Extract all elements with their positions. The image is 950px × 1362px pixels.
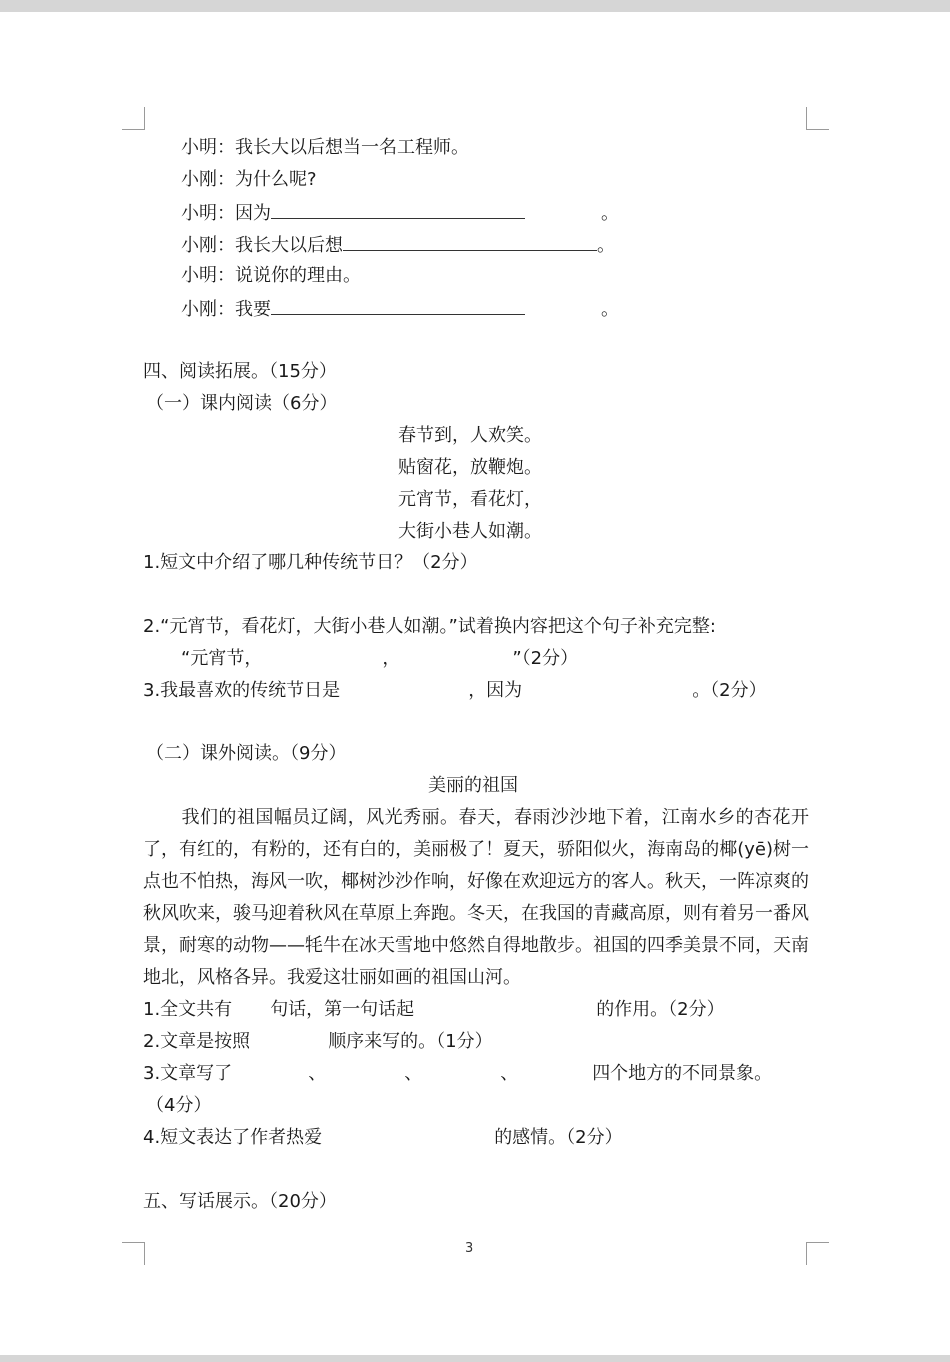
part1-title: （一）课内阅读（6分） (146, 393, 338, 414)
page-number: 3 (465, 1241, 474, 1256)
part2-question-1 (143, 998, 725, 1022)
dialogue-speaker: 小明： (181, 203, 235, 224)
dialogue-text: 我长大以后想 (235, 235, 343, 256)
q2-comma: ， (382, 648, 401, 669)
dialogue-line (181, 200, 619, 226)
part1-question-2: 2.“元宵节，看花灯，大街小巷人如潮。”试着换内容把这个句子补充完整: (143, 616, 716, 637)
dialogue-speaker: 小刚： (181, 235, 235, 256)
poem-line: 元宵节，看花灯， (398, 489, 542, 510)
passage-body (143, 802, 809, 994)
crop-mark-bottom-right (806, 1242, 829, 1265)
crop-mark-top-right (806, 107, 829, 130)
q-text: 2.文章是按照 (143, 1031, 251, 1052)
dialogue-speaker: 小刚： (181, 299, 235, 320)
answer-blank[interactable] (271, 296, 525, 315)
q-text: 1.全文共有 (143, 999, 233, 1020)
dialogue-end: 。 (601, 299, 619, 320)
q3-text: 3.我最喜欢的传统节日是 (143, 680, 341, 701)
part2-question-2 (143, 1030, 493, 1054)
q-text: 的感情。（2分） (494, 1127, 623, 1148)
dialogue-line (181, 168, 317, 192)
dialogue-text: 说说你的理由。 (235, 265, 361, 286)
dialogue-text: 因为 (235, 203, 271, 224)
dialogue-speaker: 小刚： (181, 169, 235, 190)
dialogue-line (181, 296, 619, 322)
part1-question-3 (143, 679, 767, 703)
dialogue-speaker: 小明： (181, 137, 235, 158)
q-sep: 、 (500, 1063, 519, 1084)
part1-question-1: 1.短文中介绍了哪几种传统节日？（2分） (143, 552, 478, 573)
part2-title: （二）课外阅读。（9分） (146, 743, 347, 764)
dialogue-line (181, 136, 469, 160)
q2-start: “元宵节， (181, 648, 263, 669)
poem-line: 贴窗花，放鞭炮。 (398, 457, 542, 478)
q-sep: 、 (404, 1063, 423, 1084)
poem-line: 大街小巷人如潮。 (398, 521, 542, 542)
q-text: 的作用。（2分） (596, 999, 725, 1020)
crop-mark-top-left (122, 107, 145, 130)
dialogue-speaker: 小明： (181, 265, 235, 286)
q-text: 顺序来写的。（1分） (328, 1031, 493, 1052)
q-text: 4.短文表达了作者热爱 (143, 1127, 323, 1148)
q3-text: ，因为 (468, 680, 523, 701)
q-text: 3.文章写了 (143, 1063, 233, 1084)
answer-blank[interactable] (271, 200, 525, 219)
part2-question-3 (143, 1062, 772, 1086)
q-text: 四个地方的不同景象。 (592, 1063, 773, 1084)
dialogue-line (181, 232, 615, 258)
dialogue-text: 我长大以后想当一名工程师。 (235, 137, 469, 158)
q-sep: 、 (308, 1063, 327, 1084)
poem-line: 春节到，人欢笑。 (398, 425, 542, 446)
dialogue-end: 。 (601, 203, 619, 224)
viewer-top-bar (0, 0, 950, 12)
q2-end: ”（2分） (512, 648, 579, 669)
dialogue-end: 。 (597, 235, 615, 256)
part2-question-3-score: （4分） (146, 1095, 212, 1116)
passage-title: 美丽的祖国 (428, 775, 518, 796)
dialogue-line (181, 264, 361, 288)
q-text: 句话，第一句话起 (270, 999, 415, 1020)
part2-question-4 (143, 1126, 623, 1150)
viewer-bottom-bar (0, 1355, 950, 1362)
dialogue-text: 我要 (235, 299, 271, 320)
section4-title: 四、阅读拓展。（15分） (143, 361, 337, 382)
crop-mark-bottom-left (122, 1242, 145, 1265)
passage-text: 我们的祖国幅员辽阔，风光秀丽。春天，春雨沙沙地下着，江南水乡的杏花开了，有红的，有粉的，还有白的，美丽极了！夏天，骄阳似火，海南岛的椰(yē)树一点也不怕热，海风一吹，椰树沙沙作响，好像在欢迎远方的客人。秋天，一阵凉爽的秋风吹来，骏马迎着秋风在草原上奔跑。冬天，在我国的青藏高原，则有着另一番风景，耐寒的动物——牦牛在冰天雪地中悠然自得地散步。祖国的四季美景不同，天南地北，风格各异。我爱这壮丽如画的祖国山河。 (143, 807, 809, 988)
part1-question-2-answer (181, 647, 578, 671)
q3-text: 。（2分） (692, 680, 767, 701)
dialogue-text: 为什么呢? (235, 169, 317, 190)
answer-blank[interactable] (343, 232, 597, 251)
section5-title: 五、写话展示。（20分） (143, 1191, 337, 1212)
